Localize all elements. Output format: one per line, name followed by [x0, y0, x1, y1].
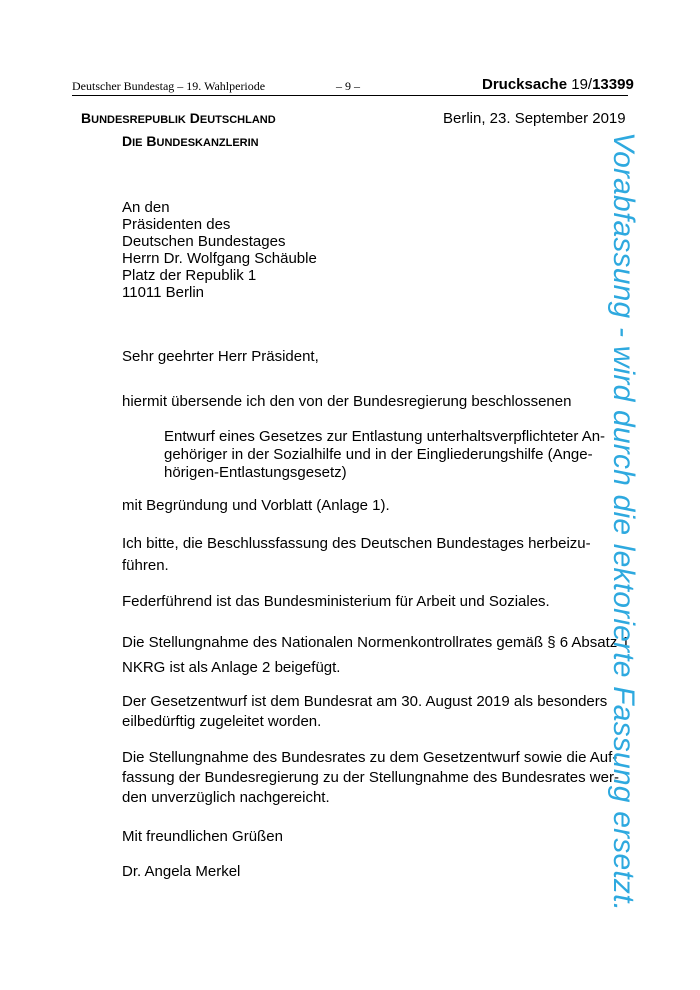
bill-title-line: Entwurf eines Gesetzes zur Entlastung unterhaltsverpflichteter An-	[164, 428, 606, 445]
sender-word: IE	[132, 137, 143, 149]
drucksache-word: Drucksache	[482, 76, 568, 93]
paragraph-line: Ich bitte, die Beschlussfassung des Deutschen Bundestages herbeizu-	[122, 535, 591, 552]
address-line: 11011 Berlin	[122, 284, 205, 301]
paragraph-line: Die Stellungnahme des Nationalen Normenkontrollrates gemäß § 6 Absatz 1	[122, 634, 630, 651]
paragraph-line: NKRG ist als Anlage 2 beigefügt.	[122, 659, 341, 676]
header-periode: Deutscher Bundestag – 19. Wahlperiode	[72, 79, 266, 93]
drucksache-prefix: 19/	[571, 76, 593, 93]
drucksache-label	[482, 76, 634, 93]
paragraph-nkr	[122, 630, 630, 680]
paragraph-line: fassung der Bundesregierung zu der Stellungnahme des Bundesrates wer-	[122, 769, 619, 786]
sender-word: UNDESREPUBLIK	[91, 114, 186, 126]
paragraph-line: Der Gesetzentwurf ist dem Bundesrat am 30. August 2019 als besonders	[122, 693, 608, 710]
paragraph-line: führen.	[122, 557, 169, 574]
sender-word: UNDESKANZLERIN	[156, 137, 259, 149]
recipient-address	[122, 199, 317, 301]
sender-initial: D	[189, 110, 200, 126]
drucksache-number: 13399	[592, 76, 634, 93]
vorabfassung-watermark: Vorabfassung - wird durch die lektorierte Fassung ersetzt.	[607, 132, 640, 912]
letter-date: Berlin, 23. September 2019	[443, 110, 626, 127]
salutation: Sehr geehrter Herr Präsident,	[122, 348, 319, 365]
sender-initial: D	[122, 133, 133, 149]
address-line: An den	[122, 199, 170, 216]
paragraph-intro: hiermit übersende ich den von der Bundesregierung beschlossenen	[122, 393, 572, 410]
address-line: Deutschen Bundestages	[122, 233, 286, 250]
sender-line-1	[81, 110, 276, 126]
sender-initial: B	[146, 133, 157, 149]
paragraph-line: Die Stellungnahme des Bundesrates zu dem Gesetzentwurf sowie die Auf-	[122, 749, 618, 766]
sender-line-2	[122, 133, 259, 149]
bill-title-line: hörigen-Entlastungsgesetz)	[164, 464, 347, 481]
paragraph-statement	[122, 748, 619, 808]
paragraph-line: eilbedürftig zugeleitet worden.	[122, 713, 322, 730]
bill-title	[164, 428, 605, 482]
header-divider	[72, 95, 628, 96]
paragraph-line: den unverzüglich nachgereicht.	[122, 789, 330, 806]
sender-initial: B	[81, 110, 92, 126]
sender-word: EUTSCHLAND	[199, 114, 276, 126]
signature: Dr. Angela Merkel	[122, 863, 241, 880]
paragraph-ministry: Federführend ist das Bundesministerium für Arbeit und Soziales.	[122, 593, 550, 610]
paragraph-bundesrat	[122, 692, 607, 732]
closing: Mit freundlichen Grüßen	[122, 828, 283, 845]
address-line: Herrn Dr. Wolfgang Schäuble	[122, 250, 317, 267]
page-number: – 9 –	[336, 79, 360, 93]
bill-title-line: gehöriger in der Sozialhilfe und in der Eingliederungshilfe (Ange-	[164, 446, 593, 463]
address-line: Präsidenten des	[122, 216, 231, 233]
address-line: Platz der Republik 1	[122, 267, 257, 284]
paragraph-attachment: mit Begründung und Vorblatt (Anlage 1).	[122, 497, 390, 514]
paragraph-request	[122, 533, 591, 577]
